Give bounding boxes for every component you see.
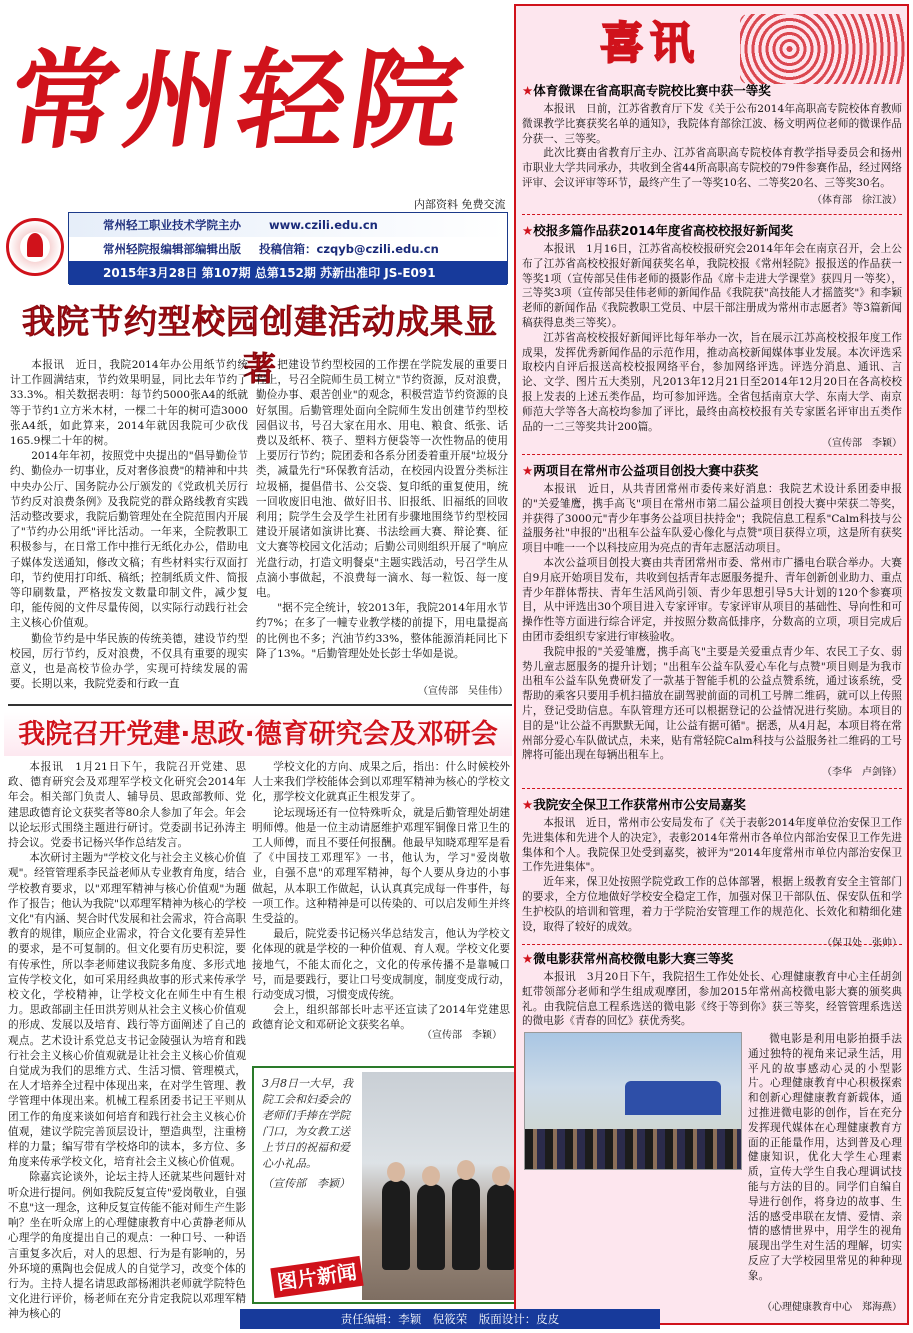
photo-caption-text: 3月8日一大早，我院工会和妇委会的老师们手捧在学院门口，为女教工送上节日的祝福和爱心小礼品。 (262, 1077, 353, 1170)
article2-paragraph: 学校文化的方向、成果之后，指出：什么时候校外人士来我们学校能体会到以邓理军精神为核心的学校文化，那学校文化就真正生根发芽了。 (252, 761, 510, 804)
article2-column-2 (252, 760, 510, 1032)
star-icon: ★ (522, 83, 534, 98)
news-item-3 (522, 458, 902, 779)
photo-news-label: 图片新闻 (270, 1256, 363, 1298)
section-divider (8, 704, 512, 706)
news-paragraph: 本次公益项目创投大赛由共青团常州市委、常州市广播电台联合举办。大赛自9月底开始项目发布，共收到包括青年志愿服务提升、青年创新创业助力、重点青少年群体帮扶、青年生活风尚引领、青少年思想引导5大计划的120个参赛项目，从中评选出30个项目进入专家评审。专家评审从项目的基础性、导向性和可操作性等方面进行综合评定，并按照分数高低排序，分数高的立项，项目完成后由团市委组织专家进行审核验收。 (522, 556, 902, 643)
news-paragraph: 本报讯 近日，从共青团常州市委传来好消息：我院艺术设计系团委申报的"关爱雏鹰，携手高飞"项目在常州市第二届公益项目创投大赛中荣获二等奖，并获得了3000元"青少年事务公益项目扶持金"；我院信息工程系"Calm科技与公益服务社"申报的"出租车公益车队爱心像化与点赞"项目获得立项，这是所有获奖项目中唯一一个以科技应用为亮点的青年志愿活动项目。 (522, 483, 902, 555)
news-paragraph: 微电影是利用电影拍摄手法通过独特的视角来记录生活，用平凡的故事感动心灵的小型影片。心理健康教育中心积极探索和创新心理健康教育新载体，通过推进微电影的创作，旨在充分发挥现代媒体在心理健康教育方面的正能量作用，达到普及心理健康知识，优化大学生心理素质，宣传大学生自我心理调试技能与方法的目的。同学们自编自导进行创作，将身边的故事、生活的感受串联在友情、爱情、亲情的感情世界中，用学生的视角展现出学生对生活的理解，切实反应了大学校园里常见的种种现象。 (748, 1033, 902, 1282)
news-divider (522, 944, 902, 945)
decorative-pattern-icon (740, 14, 905, 84)
article2-headline: 我院召开党建·思政·德育研究会及邓研会 (4, 712, 512, 756)
news-paragraph: 本报讯 3月20日下午，我院招生工作处处长、心理健康教育中心主任胡剑虹带领部分老师和学生组成观摩团，参加2015年常州高校微电影大赛的颁奖典礼。由我院信息工程系选送的微电影《终于等到你》获三等奖，经管管理系选送的微电影《青春的回忆》获优秀奖。 (522, 971, 902, 1028)
news-byline: （保卫处 张帅） (822, 938, 902, 950)
news-paragraph: 近年来，保卫处按照学院党政工作的总体部署，根据上级教育安全主管部门的要求，全方位地做好学校安全稳定工作，加强对保卫干部队伍、保安队伍和学生护校队的培训和管理，着力于学院治安管理工作的规范化、长效化和精细化建设，取得了较好的成效。 (522, 876, 902, 933)
news-divider (522, 788, 902, 789)
star-icon: ★ (522, 463, 534, 478)
article2-paragraph: 论坛现场还有一位特殊听众，就是后勤管理处胡建明师傅。他是一位主动请愿维护邓理军铜像日常卫生的工人师傅，而且不要任何报酬。他最早知晓邓理军是看了《中国技工邓理军》一书，他认为，学习"爱岗敬业，自强不息"的邓理军精神，每个人要从身边的小事做起，从本职工作做起，认认真真完成每一件事件，每一项工作。这种精神是可以传染的、可以启发师生并终生受益的。 (252, 806, 510, 926)
article2-paragraph: 本次研讨主题为"学校文化与社会主义核心价值观"。经管管理系李民益老师从专业教育角度，结合学校教育要求，以"邓理军精神与核心价值观"为题作了报告；他认为我院"以邓理军精神为核心的学校文化"有内涵、契合时代发展和社会需求，符合高职教育的规律，顺应企业需求，符合文化要有差异性的要求，是不可复制的。但文化要有历史积淀，要有传承性，所以李老师建议我院多角度、多形式地宣传学校文化，如可采用经典故事的形式来传承学校文化，学校精神，让学校文化在师生中有生根力。思政部副主任田洪芳则从社会主义核心价值观的形成、发展以及培育、践行等方面阐述了自己的观点。艺术设计系党总支书记金陵强认为培育和践行社会主义核心价值观就是让社会主义核心价值观自觉成为我们的思维方式、生活习惯、管理模式，在人才培养全过程中体现出来，在对学生管理、教学管理中体现出来。机械工程系团委书记王平则从团工作的角度来谈如何培育和践行社会主义核心价值观，建议学院完善顶层设计，塑造典型，注重榜样的力量；编写带有学校烙印的读本，多方位、多角度来传承学校文化，培育社会主义核心价值观。 (8, 852, 246, 1169)
news-byline: （李华 卢剑锋） (822, 767, 902, 779)
news-paragraph: 本报讯 近日，常州市公安局发布了《关于表彰2014年度单位治安保卫工作先进集体和先进个人的决定》，表彰2014年常州市各单位内部治安保卫工作先进集体和个人。我院保卫处受到嘉奖，被评为"2014年度常州市单位内部治安保卫工作先进集体"。 (522, 817, 902, 874)
news-item-1 (522, 78, 902, 210)
star-icon: ★ (522, 951, 534, 966)
news-byline: （体育部 徐江波） (812, 194, 902, 206)
footer-credits: 责任编辑：李颖 倪筱荣 版面设计：皮皮 (240, 1309, 660, 1329)
internal-note: 内部资料 免费交流 (414, 198, 506, 211)
editor-row (69, 237, 507, 261)
good-news-title: 喜讯 (600, 18, 700, 69)
photo-caption-byline: （宣传部 李颖） (262, 1177, 350, 1190)
issue-line: 2015年3月28日 第107期 总第152期 苏新出准印 JS-E091 (69, 261, 507, 285)
article1-paragraph: 把建设节约型校园的工作摆在学院发展的重要日程上，号召全院师生员工树立"节约资源，反对浪费，勤俭办事、艰苦创业"的观念，积极营造节约资源的良好氛围。后勤管理处面向全院师生发出创建节约型校园倡议书，号召大家在用水、用电、粮食、纸张、话费以及纸杯、筷子、塑料方便袋等一次性物品的使用上要厉行节约；院团委和各系分团委着重开展"垃圾分类，减量先行"环保教育活动，在校园内设置分类标注垃圾桶，提倡借书、公交袋、复印纸的重复使用，统一回收废旧电池、做好旧书、旧报纸、旧福纸的回收利用；院学生会及学生社团有步骤地围绕节约型校园建设开展诸如演讲比赛、书法绘画大赛、辩论赛、征文大赛等校园文化活动；后勤公司则组织开展了"响应光盘行动，打造文明餐桌"主题实践活动，号召学生从点滴小事做起，不浪费每一滴水、每一粒饭、每一度电。 (256, 359, 508, 600)
website-link[interactable]: www.czili.edu.cn (269, 218, 378, 232)
news-headline: 校报多篇作品获2014年度省高校校报好新闻奖 (533, 223, 794, 238)
news-paragraph: 我院申报的"关爱雏鹰，携手高飞"主要是关爱重点青少年、农民工子女、弱势儿童志愿服务的提升计划；"出租车公益车队爱心车化与点赞"项目则是为我市出租车公益车队免费研发了一款基于智能手机的公益点赞系统，通过该系统，受帮助的乘客只要用手机扫描放在副驾驶前面的司机工号牌二维码，就可以上传照片，登记受助信息。车队管理方还可以根据登记的公益情况进行奖励。本项目的目的是"让公益不再默默无闻，让公益有据可循"。据悉，从4月起，本项目将在常州部分爱心车队做试点，未来，贴有常轻院Calm科技与公益服务社二维码的工号牌将可能出现在每辆出租车上。 (522, 645, 902, 762)
sponsor-row (69, 213, 507, 237)
star-icon: ★ (522, 223, 534, 238)
photo-news-caption (262, 1076, 356, 1246)
news-byline: （心理健康教育中心 郑海燕） (762, 1302, 902, 1313)
article1-column-2 (256, 358, 508, 678)
news-headline: 微电影获常州高校微电影大赛三等奖 (533, 951, 734, 966)
article2-paragraph: 除嘉宾论谈外，论坛主持人还就某些问题针对听众进行提问。例如我院反复宣传"爱岗敬业，自强不息"这一理念，这种反复宣传能不能对师生产生影响？坐在听众席上的心理健康教育中心黄静老师从心理学的角度提出自己的观点：一种口号、一种语言重复多次后，对人的思想、行为是有影响的，另外环境的熏陶也会促成人的自觉学习，改变个体的行为。主持人提名请思政部杨湘洪老师就学院特色文化进行评价，杨老师在充分肯定我院以邓理军精神为核心的 (8, 1171, 246, 1321)
news-divider (522, 214, 902, 215)
news-headline: 我院安全保卫工作获常州市公安局嘉奖 (533, 797, 746, 812)
article1-paragraph: 本报讯 近日，我院2014年办公用纸节约统计工作圆满结束，节约效果明显，同比去年节约了33.3%。相关数据表明：每节约5000张A4的纸就等于节约1立方米木材，一棵二十年的树可造3000张A4纸，如此算来，2014年就因我院可少砍伐165.9棵二十年的树。 (10, 359, 248, 448)
news-headline: 两项目在常州市公益项目创投大赛中获奖 (533, 463, 759, 478)
news-paragraph: 此次比赛由省教育厅主办、江苏省高职高专院校体育教学指导委员会和扬州市职业大学共同承办，共收到全省44所高职高专院校的79件参赛作品，经过网络评审、会议评审等环节，最终产生了一等奖10名、二等奖20名、三等奖30名。 (522, 147, 902, 189)
micro-film-ceremony-photo (524, 1032, 742, 1170)
news-paragraph: 本报讯 日前，江苏省教育厅下发《关于公布2014年高职高专院校体育教师微课教学比赛获奖名单的通知》，我院体育部徐江波、杨文明两位老师的微课作品分获一、三等奖。 (522, 103, 902, 145)
publication-info-box (68, 212, 508, 284)
article2-paragraph: 会上，组织部部长叶志平还宣读了2014年党建思政德育论文和邓研论文获奖名单。 (252, 1004, 510, 1032)
news-item-5 (522, 946, 902, 1028)
news-paragraph: 江苏省高校校报好新闻评比每年举办一次，旨在展示江苏高校校报年度工作成果，发挥优秀新闻作品的示范作用，推动高校新闻媒体事业发展。本次评选采取校内自评后报送高校校报网络平台，参加网络评选。评选分消息、通讯、言论、文学、图片五大类别，凡2013年12月21日至2014年12月20日在各高校校报上发表的上述五类作品，均可参加评选。全省包括南京大学、东南大学、南京师范大学等各大高校均参加了评比，最终由高校校报有关专家匿名评审出五类作品的一二三等奖共计200篇。 (522, 331, 902, 433)
masthead (1, 30, 510, 200)
news-divider (522, 454, 902, 455)
article1-paragraph: 勤俭节约是中华民族的传统美德，建设节约型校园，厉行节约，反对浪费，不仅具有重要的现实意义，也是高校节俭办学，实现可持续发展的需要。长期以来，我院党委和行政一直 (10, 632, 248, 691)
article2-byline: （宣传部 李颖） (422, 1030, 502, 1041)
article1-byline: （宣传部 吴佳伟） (418, 686, 508, 697)
news-item-5-continued (748, 1032, 902, 1282)
newspaper-title: 常州轻院 (1, 39, 475, 164)
article2-paragraph: 本报讯 1月21日下午，我院召开党建、思政、德育研究会及邓理军学校文化研究会2014年年会。相关部门负责人、辅导员、思政部教师、党建思政德育论文获奖者等80余人参加了年会。年会以论坛形式围绕主题进行研讨。党委副书记孙涛主持会议。党委书记杨兴华作总结发言。 (8, 761, 246, 850)
submission-email[interactable]: 投稿信箱：czqyb@czili.edu.cn (259, 242, 439, 256)
article2-paragraph: 最后，院党委书记杨兴华总结发言，他认为学校文化体现的就是学校的一种价值观、育人观。学校文化要接地气，不能太而化之，文化的传承传播不是靠喊口号，而是要践行，要让口号变成制度，制度变成行动，行动变成习惯，习惯变成传统。 (252, 928, 510, 1002)
news-byline: （宣传部 李颖） (822, 438, 902, 450)
article1-column-1 (10, 358, 248, 706)
news-item-2 (522, 218, 902, 452)
article1-paragraph: 2014年年初，按照党中央提出的"倡导勤俭节约、勤俭办一切事业，反对奢侈浪费"的精神和中共中央办公厅、国务院办公厅颁发的《党政机关厉行节约反对浪费条例》及我院党的群众路线教育实践活动整改要求，我院后勤管理处在全院范围内开展了"节约办公用纸"评比活动。一年来，全院教职工积极参与，在日常工作中推行无纸化办公，借助电子媒体发送通知，修改文稿；有些材料实行双面打印，节约使用打印纸、稿纸；控制纸质文件、简报等印刷数量，严格按发文数量印制文件，减少复印，能传阅的文件尽量传阅，以实际行动践行社会主义核心价值观。 (10, 450, 248, 630)
star-icon: ★ (522, 797, 534, 812)
article2-column-1 (8, 760, 246, 1328)
article1-paragraph: "据不完全统计，较2013年，我院2014年用水节约7%；在多了一幢专业教学楼的前提下，用电量提高的比例也不多；汽油节约33%，整体能源消耗同比下降了13%。"后勤管理处处长彭士华如是说。 (256, 602, 508, 660)
article1-headline: 我院节约型校园创建活动成果显著 (22, 302, 498, 388)
news-item-4 (522, 792, 902, 950)
news-headline: 体育微课在省高职高专院校比赛中获一等奖 (533, 83, 771, 98)
school-logo-icon (6, 218, 64, 276)
sponsor-text: 常州轻工职业技术学院主办 (103, 218, 241, 232)
editor-text: 常州轻院报编辑部编辑出版 (103, 242, 241, 256)
news-paragraph: 本报讯 1月16日，江苏省高校校报研究会2014年年会在南京召开，会上公布了江苏省高校校报好新闻获奖名单，我院校报《常州轻院》报报送的作品获一等奖1项（宣传部吴佳伟老师的摄影作品《席卡走进大学课堂》获四月一等奖），三等奖3项（宣传部吴佳伟老师的新闻作品《我院获"高技能人才摇篮奖"》和李颖老师的新闻作品《我院教职工党员、中层干部注册成为常州市志愿者》等3篇新闻稿获得息类三等奖）。 (522, 243, 902, 329)
